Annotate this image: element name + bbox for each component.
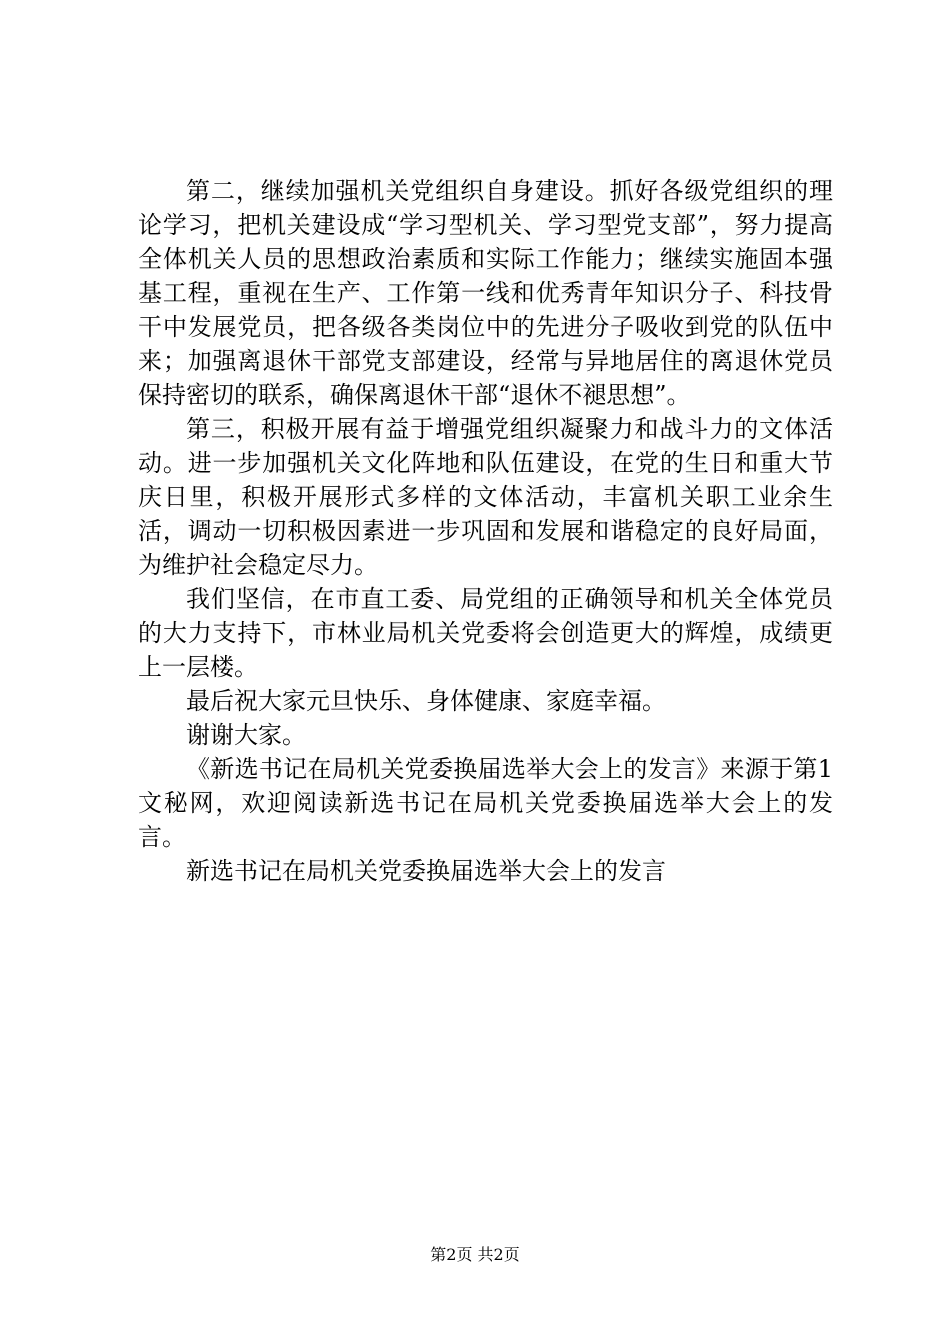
paragraph-wishes: 最后祝大家元旦快乐、身体健康、家庭幸福。 <box>186 687 666 715</box>
document-body <box>138 174 833 888</box>
paragraph-third: 第三，积极开展有益于增强党组织凝聚力和战斗力的文体活动。进一步加强机关文化阵地和队伍建设，在党的生日和重大节庆日里，积极开展形式多样的文体活动，丰富机关职工业余生活，调动一切积极因素进一步巩固和发展和谐稳定的良好局面，为维护社会稳定尽力。 <box>138 415 833 579</box>
paragraph-second: 第二，继续加强机关党组织自身建设。抓好各级党组织的理论学习，把机关建设成“学习型机关、学习型党支部”，努力提高全体机关人员的思想政治素质和实际工作能力；继续实施固本强基工程，重视在生产、工作第一线和优秀青年知识分子、科技骨干中发展党员，把各级各类岗位中的先进分子吸收到党的队伍中来；加强离退休干部党支部建设，经常与异地居住的离退休党员保持密切的联系，确保离退休干部“退休不褪思想”。 <box>138 177 833 409</box>
paragraph-thanks: 谢谢大家。 <box>186 721 306 749</box>
page-footer: 第2页 共2页 <box>430 1245 520 1264</box>
paragraph-source: 《新选书记在局机关党委换届选举大会上的发言》来源于第1文秘网，欢迎阅读新选书记在局机关党委换届选举大会上的发言。 <box>138 755 833 851</box>
paragraph-title-repeat: 新选书记在局机关党委换届选举大会上的发言 <box>186 857 666 885</box>
paragraph-belief: 我们坚信，在市直工委、局党组的正确领导和机关全体党员的大力支持下，市林业局机关党委将会创造更大的辉煌，成绩更上一层楼。 <box>138 585 833 681</box>
